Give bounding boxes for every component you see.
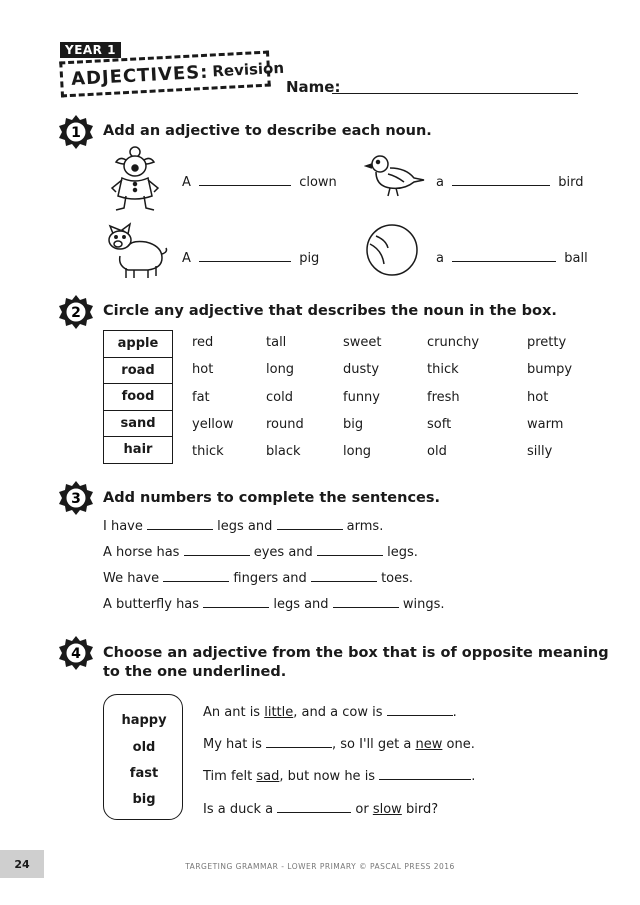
noun-cell: road bbox=[104, 357, 173, 384]
q3-sentence bbox=[103, 595, 444, 612]
page-number: 24 bbox=[0, 850, 44, 878]
answer-blank[interactable] bbox=[317, 543, 383, 556]
answer-blank[interactable] bbox=[266, 735, 332, 748]
item-noun: clown bbox=[299, 175, 337, 190]
adjective-word[interactable]: thick bbox=[427, 362, 459, 377]
adjective-word[interactable]: big bbox=[343, 417, 364, 432]
sentence-text: legs. bbox=[387, 545, 418, 560]
item-prefix: A bbox=[182, 175, 191, 190]
adjective-word[interactable]: soft bbox=[427, 417, 452, 432]
sentence-text: . bbox=[452, 705, 457, 720]
sentence-text: . bbox=[471, 769, 476, 784]
sentence-text: A horse has bbox=[103, 545, 180, 560]
question-2-badge bbox=[58, 294, 94, 330]
adjective-word[interactable]: old bbox=[427, 444, 447, 459]
sentence-text: An ant is bbox=[203, 705, 261, 720]
q4-sentence bbox=[203, 800, 438, 817]
answer-blank[interactable] bbox=[452, 249, 556, 262]
answer-blank[interactable] bbox=[203, 595, 269, 608]
sentence-text: My hat is bbox=[203, 737, 262, 752]
sentence-text: We have bbox=[103, 571, 160, 586]
adjective-word[interactable]: hot bbox=[527, 390, 549, 405]
sentence-text: wings. bbox=[402, 597, 445, 612]
sentence-text: legs and bbox=[217, 519, 273, 534]
title-main: ADJECTIVES: bbox=[70, 61, 209, 90]
sentence-text: , so I'll get a bbox=[332, 737, 412, 752]
q4-sentence bbox=[203, 767, 475, 784]
answer-blank[interactable] bbox=[163, 569, 229, 582]
answer-blank[interactable] bbox=[333, 595, 399, 608]
adjective-word[interactable]: fat bbox=[192, 390, 210, 405]
answer-blank[interactable] bbox=[452, 173, 550, 186]
sentence-text: I have bbox=[103, 519, 143, 534]
clown-picture bbox=[104, 144, 166, 214]
bird-picture bbox=[364, 152, 426, 198]
q1-item-clown bbox=[182, 173, 337, 190]
adjective-word[interactable]: funny bbox=[343, 390, 380, 405]
adjective-word[interactable]: sweet bbox=[343, 335, 382, 350]
box-word: happy bbox=[121, 713, 167, 728]
item-noun: pig bbox=[299, 251, 320, 266]
footer-credit: TARGETING GRAMMAR - LOWER PRIMARY © PASCAL PRESS 2016 bbox=[185, 862, 455, 871]
answer-blank[interactable] bbox=[184, 543, 250, 556]
answer-blank[interactable] bbox=[147, 517, 213, 530]
noun-table bbox=[103, 330, 173, 464]
answer-blank[interactable] bbox=[379, 767, 471, 780]
year-tag: YEAR 1 bbox=[60, 42, 121, 58]
sentence-text: fingers and bbox=[233, 571, 307, 586]
sentence-text: Is a duck a bbox=[203, 802, 274, 817]
sentence-text: eyes and bbox=[253, 545, 313, 560]
instruction-line: Choose an adjective from the box that is of opposite meaning bbox=[103, 645, 609, 661]
question-1-instruction: Add an adjective to describe each noun. bbox=[103, 123, 432, 139]
adjective-word[interactable]: silly bbox=[527, 444, 553, 459]
q1-item-ball bbox=[436, 249, 588, 266]
question-4-badge bbox=[58, 635, 94, 671]
adjective-word[interactable]: black bbox=[266, 444, 301, 459]
item-prefix: A bbox=[182, 251, 191, 266]
question-4-instruction bbox=[103, 644, 609, 682]
answer-blank[interactable] bbox=[199, 249, 291, 262]
adjective-word[interactable]: cold bbox=[266, 390, 293, 405]
answer-blank[interactable] bbox=[277, 517, 343, 530]
question-2-instruction: Circle any adjective that describes the noun in the box. bbox=[103, 303, 557, 319]
adjective-word[interactable]: tall bbox=[266, 335, 287, 350]
instruction-line: to the one underlined. bbox=[103, 664, 287, 680]
word-box bbox=[103, 694, 183, 820]
box-word: old bbox=[132, 740, 156, 755]
question-3-instruction: Add numbers to complete the sentences. bbox=[103, 490, 441, 506]
sentence-text: , but now he is bbox=[279, 769, 376, 784]
item-prefix: a bbox=[436, 175, 444, 190]
q4-sentence bbox=[203, 703, 457, 720]
q3-sentence bbox=[103, 543, 418, 560]
answer-blank[interactable] bbox=[277, 800, 351, 813]
sentence-text: bird? bbox=[405, 802, 439, 817]
sentence-text: arms. bbox=[346, 519, 384, 534]
underlined-word: slow bbox=[372, 802, 402, 817]
noun-cell: hair bbox=[104, 437, 173, 464]
box-word: fast bbox=[129, 766, 159, 781]
adjective-word[interactable]: long bbox=[266, 362, 295, 377]
question-1-badge bbox=[58, 114, 94, 150]
adjective-word[interactable]: dusty bbox=[343, 362, 380, 377]
adjective-word[interactable]: round bbox=[266, 417, 304, 432]
name-answer-line[interactable] bbox=[332, 93, 578, 94]
adjective-word[interactable]: red bbox=[192, 335, 214, 350]
item-prefix: a bbox=[436, 251, 444, 266]
noun-cell: food bbox=[104, 384, 173, 411]
name-label: Name: bbox=[286, 78, 341, 96]
q4-sentence bbox=[203, 735, 475, 752]
box-word: big bbox=[132, 792, 156, 807]
answer-blank[interactable] bbox=[387, 703, 453, 716]
noun-cell: apple bbox=[104, 331, 173, 358]
adjective-word[interactable]: pretty bbox=[527, 335, 567, 350]
svg-text:4: 4 bbox=[71, 646, 81, 662]
svg-text:1: 1 bbox=[71, 125, 81, 141]
svg-text:2: 2 bbox=[71, 305, 81, 321]
answer-blank[interactable] bbox=[199, 173, 291, 186]
sentence-text: legs and bbox=[273, 597, 329, 612]
adjective-word[interactable]: fresh bbox=[427, 390, 460, 405]
sentence-text: or bbox=[355, 802, 369, 817]
pig-picture bbox=[104, 218, 168, 280]
ball-picture bbox=[362, 222, 422, 278]
adjective-word[interactable]: hot bbox=[192, 362, 214, 377]
adjective-word[interactable]: crunchy bbox=[427, 335, 480, 350]
title-sub: Revision bbox=[211, 58, 285, 81]
answer-blank[interactable] bbox=[311, 569, 377, 582]
svg-text:3: 3 bbox=[71, 491, 81, 507]
adjective-word[interactable]: yellow bbox=[192, 417, 234, 432]
sentence-text: Tim felt bbox=[203, 769, 253, 784]
adjective-word[interactable]: bumpy bbox=[527, 362, 573, 377]
question-3-badge bbox=[58, 480, 94, 516]
adjective-word[interactable]: long bbox=[343, 444, 372, 459]
underlined-word: new bbox=[415, 737, 443, 752]
sentence-text: one. bbox=[446, 737, 475, 752]
q1-item-bird bbox=[436, 173, 583, 190]
sentence-text: A butterfly has bbox=[103, 597, 200, 612]
q3-sentence bbox=[103, 569, 413, 586]
sentence-text: , and a cow is bbox=[293, 705, 383, 720]
noun-cell: sand bbox=[104, 410, 173, 437]
q1-item-pig bbox=[182, 249, 319, 266]
item-noun: ball bbox=[564, 251, 588, 266]
underlined-word: sad bbox=[256, 769, 280, 784]
underlined-word: little bbox=[264, 705, 294, 720]
q3-sentence bbox=[103, 517, 383, 534]
adjective-word[interactable]: thick bbox=[192, 444, 224, 459]
adjective-word[interactable]: warm bbox=[527, 417, 564, 432]
sentence-text: toes. bbox=[381, 571, 414, 586]
item-noun: bird bbox=[558, 175, 584, 190]
